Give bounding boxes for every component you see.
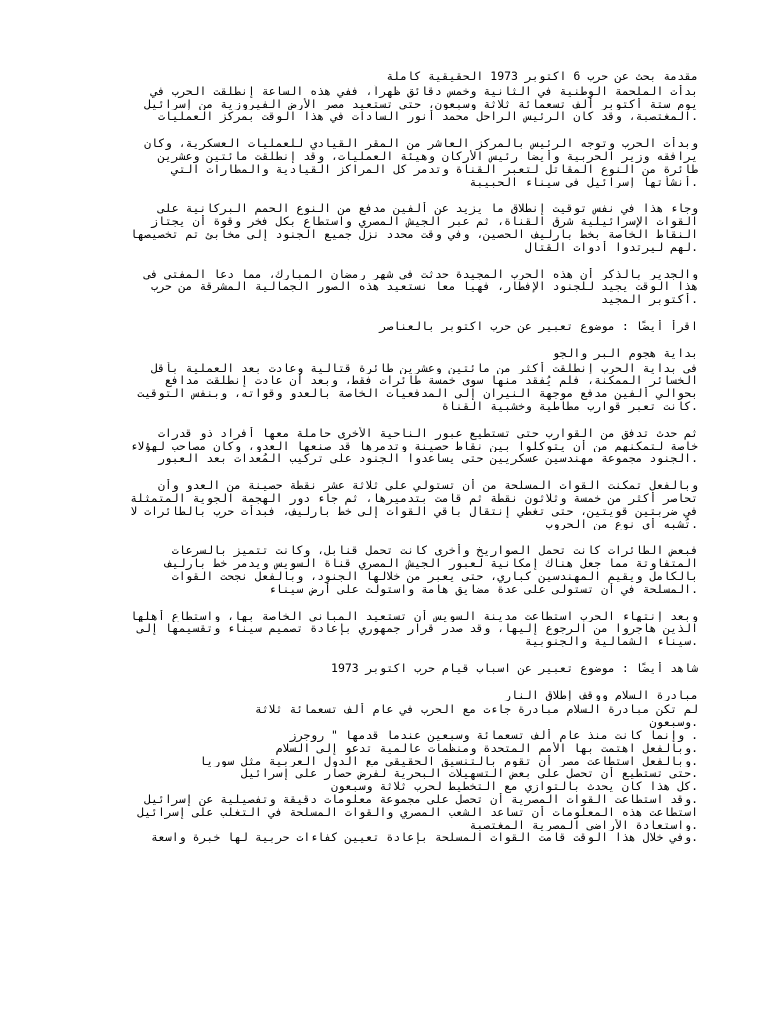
paragraph-line: تحاصر أكثر من خمسة وثلاثون نقطة ثم قامت بتدميرها، ثم جاء دور الهجمة الجوية المتمثلة <box>130 491 698 505</box>
paragraph-line: .واستعادة الأراضي المصرية المغتصبة <box>469 818 698 832</box>
section-peace-initiative <box>70 689 698 845</box>
paragraph-line: طائرة من النوع المقاتل لتعبر القناة وتدمر كل المراكز القيادية والمطارات التي <box>171 162 698 176</box>
paragraph-line: بدأت الملحمة الوطنية في الثانية وخمس دقائق ظهراً، ففي هذه الساعة إنطلقت الحرب في <box>151 84 698 98</box>
paragraph-line: .وفي خلال هذا الوقت قامت القوات المسلحة بإعادة تعيين كفاءات حربية لها خبرة واسعة <box>151 831 698 845</box>
paragraph-line: .وبالفعل اهتمت بها الأمم المتحدة ومنظمات عالمية تدعو إلى السلام <box>275 741 698 755</box>
paragraph-2 <box>70 137 698 188</box>
paragraph-line: النقاط الخاصة بخط بارليف الحصين، وفي وقت محدد نزل جميع الجنود إلى مخابئ تم تخصيصها <box>130 227 698 241</box>
paragraph-line: استطاعت هذه المعلومات أن تساعد الشعب المصري والقوات المسلحة في التغلب على إسرائيل <box>137 805 698 819</box>
paragraph-line: وبالفعل تمكنت القوات المسلحة من أن تستولي على ثلاثة عشر نقطة حصينة من العدو وأن <box>157 479 698 492</box>
paragraph-line: الذين هاجروا من الرجوع إليها، وقد صدر قرار جمهوري بإعادة تصميم سيناء وتقسيمها إلى <box>137 622 698 636</box>
paragraph-line: . وإنما كانت منذ عام ألف تسعمائة وسبعين عندما قدمها " روجرز <box>289 729 698 742</box>
paragraph-line: بحوالي ألفين مدفع موجهة النيران إلى المدفعيات الخاصة بالعدو وقواته، وبنفس التوقيت <box>137 387 698 400</box>
paragraph-line: القوات الإسرائيلية شرق القناة، ثم عبر الجيش المصري واستطاع بكل فخر وقوة أن يجتاز <box>151 215 698 228</box>
paragraph-line: وجاء هذا في نفس توقيت إنطلاق ما يزيد عن ألفين مدفع من النوع الحمم البركانية على <box>157 202 698 216</box>
document-title: مقدمة بحث عن حرب 6 اكتوبر 1973 الحقيقية كاملة <box>386 70 698 83</box>
paragraph-1 <box>70 85 698 123</box>
paragraph-line: الخسائر الممكنة، فلم يُفقد منها سوى خمسة طائرات فقط، وبعد أن عادت إنطلقت مدافع <box>164 374 698 388</box>
paragraph-7 <box>70 479 698 530</box>
paragraph-line: المتفاوتة مما جعل هناك إمكانية لعبور الجيش المصري قناة السويس ويدمر خط بارليف <box>164 557 698 570</box>
paragraph-line: يرافقه وزير الحربية وأيضاً رئيس الأركان وهيئة العمليات، وقد إنطلقت مائتين وعشرين <box>157 149 698 163</box>
paragraph-line: .تُشبه أي نوع من الحروب <box>545 517 698 531</box>
read-also-link[interactable]: اقرأ أيضًا : موضوع تعبير عن حرب اكتوبر بالعناصر <box>379 319 698 333</box>
paragraph-line: .المغتصبة، وقد كان الرئيس الراحل محمد أنور السادات في هذا الوقت بمركز العمليات <box>157 110 698 124</box>
paragraph-line: .حتى تستطيع أن تحصل على بعض التسهيلات البحرية لفرض حصار على إسرائيل <box>241 767 698 781</box>
paragraph-6 <box>70 427 698 465</box>
paragraph-line: يوم ستة أكتوبر ألف تسعمائة ثلاثة وسبعون، حتى تستعيد مصر الأرض الفيروزية من إسرائيل <box>144 97 698 111</box>
paragraph-line: في بداية الحرب إنطلقت أكثر من مائتين وعشرين طائرة قتالية وعادت بعد العملية بأقل <box>151 361 698 375</box>
paragraph-line: .كانت تعبر قوارب مطاطية وخشبية القناة <box>441 399 698 413</box>
paragraph-line: بالكامل ويقيم المهندسين كباري، حتى يعبر من خلالها الجنود، وبالفعل نجحت القوات <box>171 569 698 583</box>
paragraph-line: .وسبعون <box>649 716 698 730</box>
watch-also-link[interactable]: شاهد أيضًا : موضوع تعبير عن اسباب قيام حرب اكتوبر 1973 <box>331 661 698 675</box>
paragraph-line: .سيناء الشمالية والجنوبية <box>524 635 698 648</box>
section-heading: مبادرة السلام ووقف إطلاق النار <box>504 688 698 702</box>
paragraph-line: في ضربتين قويتين، حتى تغطي إنتقال باقي القوات إلى خط بارليف، فبدأت حرب بالطائرات لا <box>130 504 698 518</box>
paragraph-line: .الجنود مجموعة مهندسين عسكريين حتى يساعدوا الجنود على تركيب المُعدات بعد العبور <box>157 452 698 466</box>
paragraph-line: خاصة لتمكنهم من أن يتوكلوا بين نقاط حصينة وتدمرها قد صنعها العدو، وكان مصاحب لهؤلاء <box>130 439 698 453</box>
section-land-air <box>70 347 698 413</box>
document-body <box>70 70 698 844</box>
paragraph-line: .كل هذا كان يحدث بالتوازي مع التخطيط لحرب ثلاثة وسبعون <box>331 780 698 794</box>
paragraph-line: هذا الوقت يجيد للجنود الإفطار، فهيا معاً نستعيد هذه الصور الجمالية المشرقة من حرب <box>151 280 698 294</box>
paragraph-line: لم تكن مبادرة السلام مبادرة جاءت مع الحرب في عام ألف تسعمائة ثلاثة <box>254 703 698 717</box>
paragraph-line: ثم حدث تدفق من القوارب حتى تستطيع عبور الناحية الأخرى حاملة معها أفراد ذو قدرات <box>157 426 698 440</box>
paragraph-line: وبدأت الحرب وتوجه الرئيس بالمركز العاشر من المقر القيادي للعمليات العسكرية، وكان <box>144 137 698 150</box>
paragraph-9 <box>70 610 698 648</box>
paragraph-3 <box>70 202 698 253</box>
paragraph-line: .لهم ليرتدوا أدوات القتال <box>524 240 698 254</box>
paragraph-8 <box>70 544 698 595</box>
paragraph-4 <box>70 268 698 306</box>
paragraph-line: والجدير بالذكر أن هذه الحرب المجيدة حدثت في شهر رمضان المبارك، مما دعا المفتي في <box>144 267 698 281</box>
paragraph-line: .أنشأتها إسرائيل في سيناء الحبيبة <box>469 175 698 189</box>
paragraph-line: .المسلحة في أن تستولى على عدة مضايق هامة واستولت على أرض سيناء <box>268 582 698 596</box>
paragraph-line: وبعد إنتهاء الحرب استطاعت مدينة السويس أن تستعيد المباني الخاصة بها، واستطاع أهلها <box>130 609 698 623</box>
paragraph-line: فبعض الطائرات كانت تحمل الصواريخ وأخرى كانت تحمل قنابل، وكانت تتميز بالسرعات <box>171 544 698 558</box>
paragraph-line: .أكتوبر المجيد <box>601 293 698 306</box>
paragraph-line: .وبالفعل استطاعت مصر أن تقوم بالتنسيق الحقيقي مع الدول العربية مثل سوريا <box>199 754 698 768</box>
section-heading: بداية هجوم البر والجو <box>552 346 698 360</box>
paragraph-line: .وقد استطاعت القوات المصرية أن تحصل على مجموعة معلومات دقيقة وتفصيلية عن إسرائيل <box>144 793 698 806</box>
